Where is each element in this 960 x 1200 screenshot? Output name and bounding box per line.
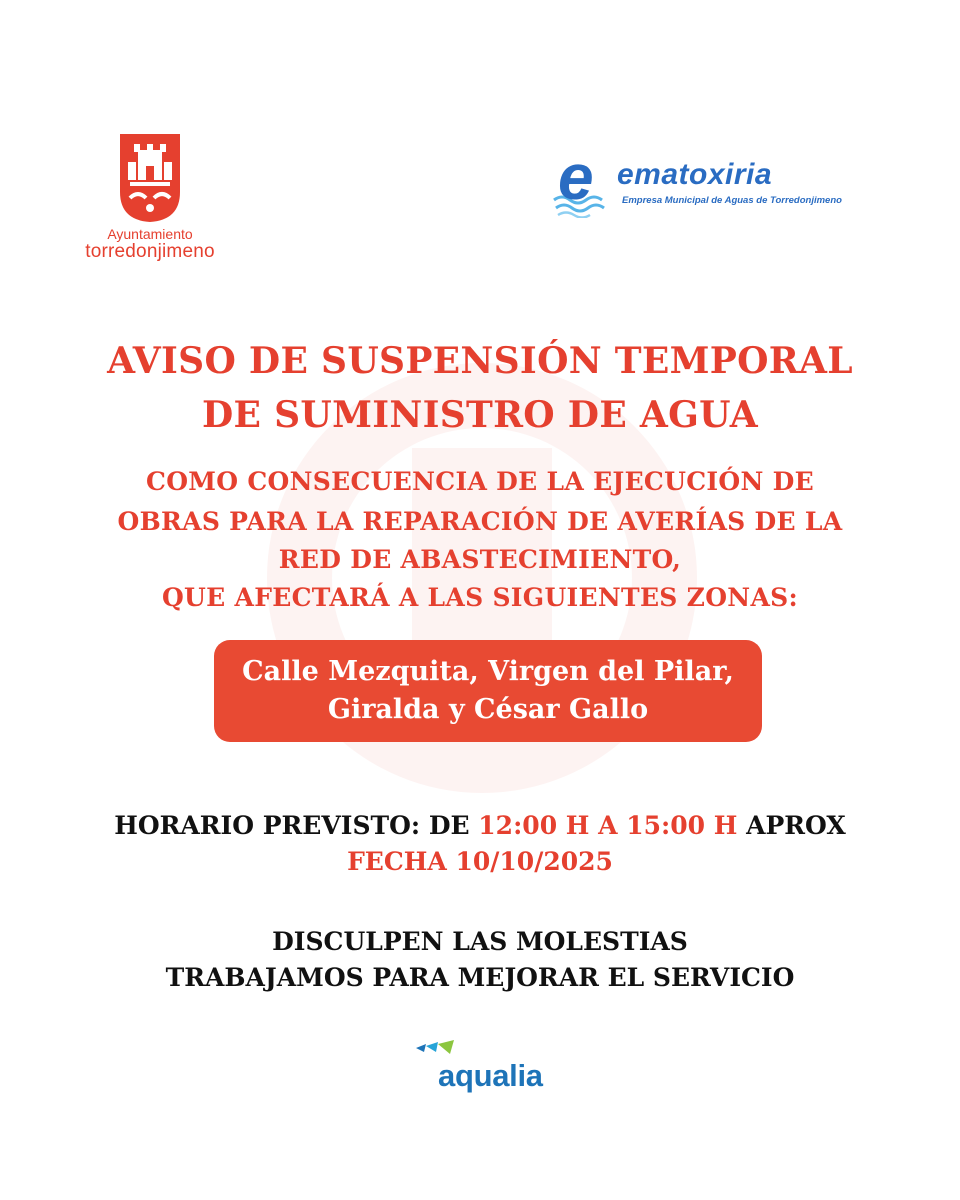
schedule-label: HORARIO PREVISTO: DE xyxy=(114,811,470,840)
aqualia-name: aqualia xyxy=(438,1058,543,1093)
ematoxiria-logo xyxy=(552,141,882,220)
closing-line-1: DISCULPEN LAS MOLESTIAS xyxy=(272,927,688,956)
ayuntamiento-label: Ayuntamiento xyxy=(107,226,193,242)
ematoxiria-name: ematoxiria xyxy=(617,158,773,191)
schedule-line xyxy=(20,808,940,844)
ematoxiria-tagline: Empresa Municipal de Aguas de Torredonjimeno xyxy=(622,195,842,206)
notice-description-line-2: OBRAS PARA LA REPARACIÓN DE AVERÍAS DE LA xyxy=(117,507,843,536)
schedule-suffix: APROX xyxy=(746,811,846,840)
zones-line-1: Calle Mezquita, Virgen del Pilar, xyxy=(242,656,734,687)
notice-description-line-3: RED DE ABASTECIMIENTO, xyxy=(278,545,682,574)
zones-line-2: Giralda y César Gallo xyxy=(327,694,649,725)
notice-date: FECHA 10/10/2025 xyxy=(347,847,613,876)
ematoxiria-letter: e xyxy=(558,141,594,213)
notice-description-line-4: QUE AFECTARÁ A LAS SIGUIENTES ZONAS: xyxy=(161,583,799,612)
torredonjimeno-label: torredonjimeno xyxy=(85,241,215,262)
closing-line-2: TRABAJAMOS PARA MEJORAR EL SERVICIO xyxy=(165,963,795,992)
notice-title-line-1: AVISO DE SUSPENSIÓN TEMPORAL xyxy=(107,340,853,382)
schedule-time: 12:00 H A 15:00 H xyxy=(478,811,738,840)
notice-description-line-1: COMO CONSECUENCIA DE LA EJECUCIÓN DE xyxy=(146,467,814,496)
affected-zones-box xyxy=(214,640,762,742)
notice-title-line-2: DE SUMINISTRO DE AGUA xyxy=(201,394,758,436)
castle-crest-icon xyxy=(116,128,184,224)
ayuntamiento-logo xyxy=(75,128,225,262)
aqualia-logo xyxy=(414,1040,574,1100)
